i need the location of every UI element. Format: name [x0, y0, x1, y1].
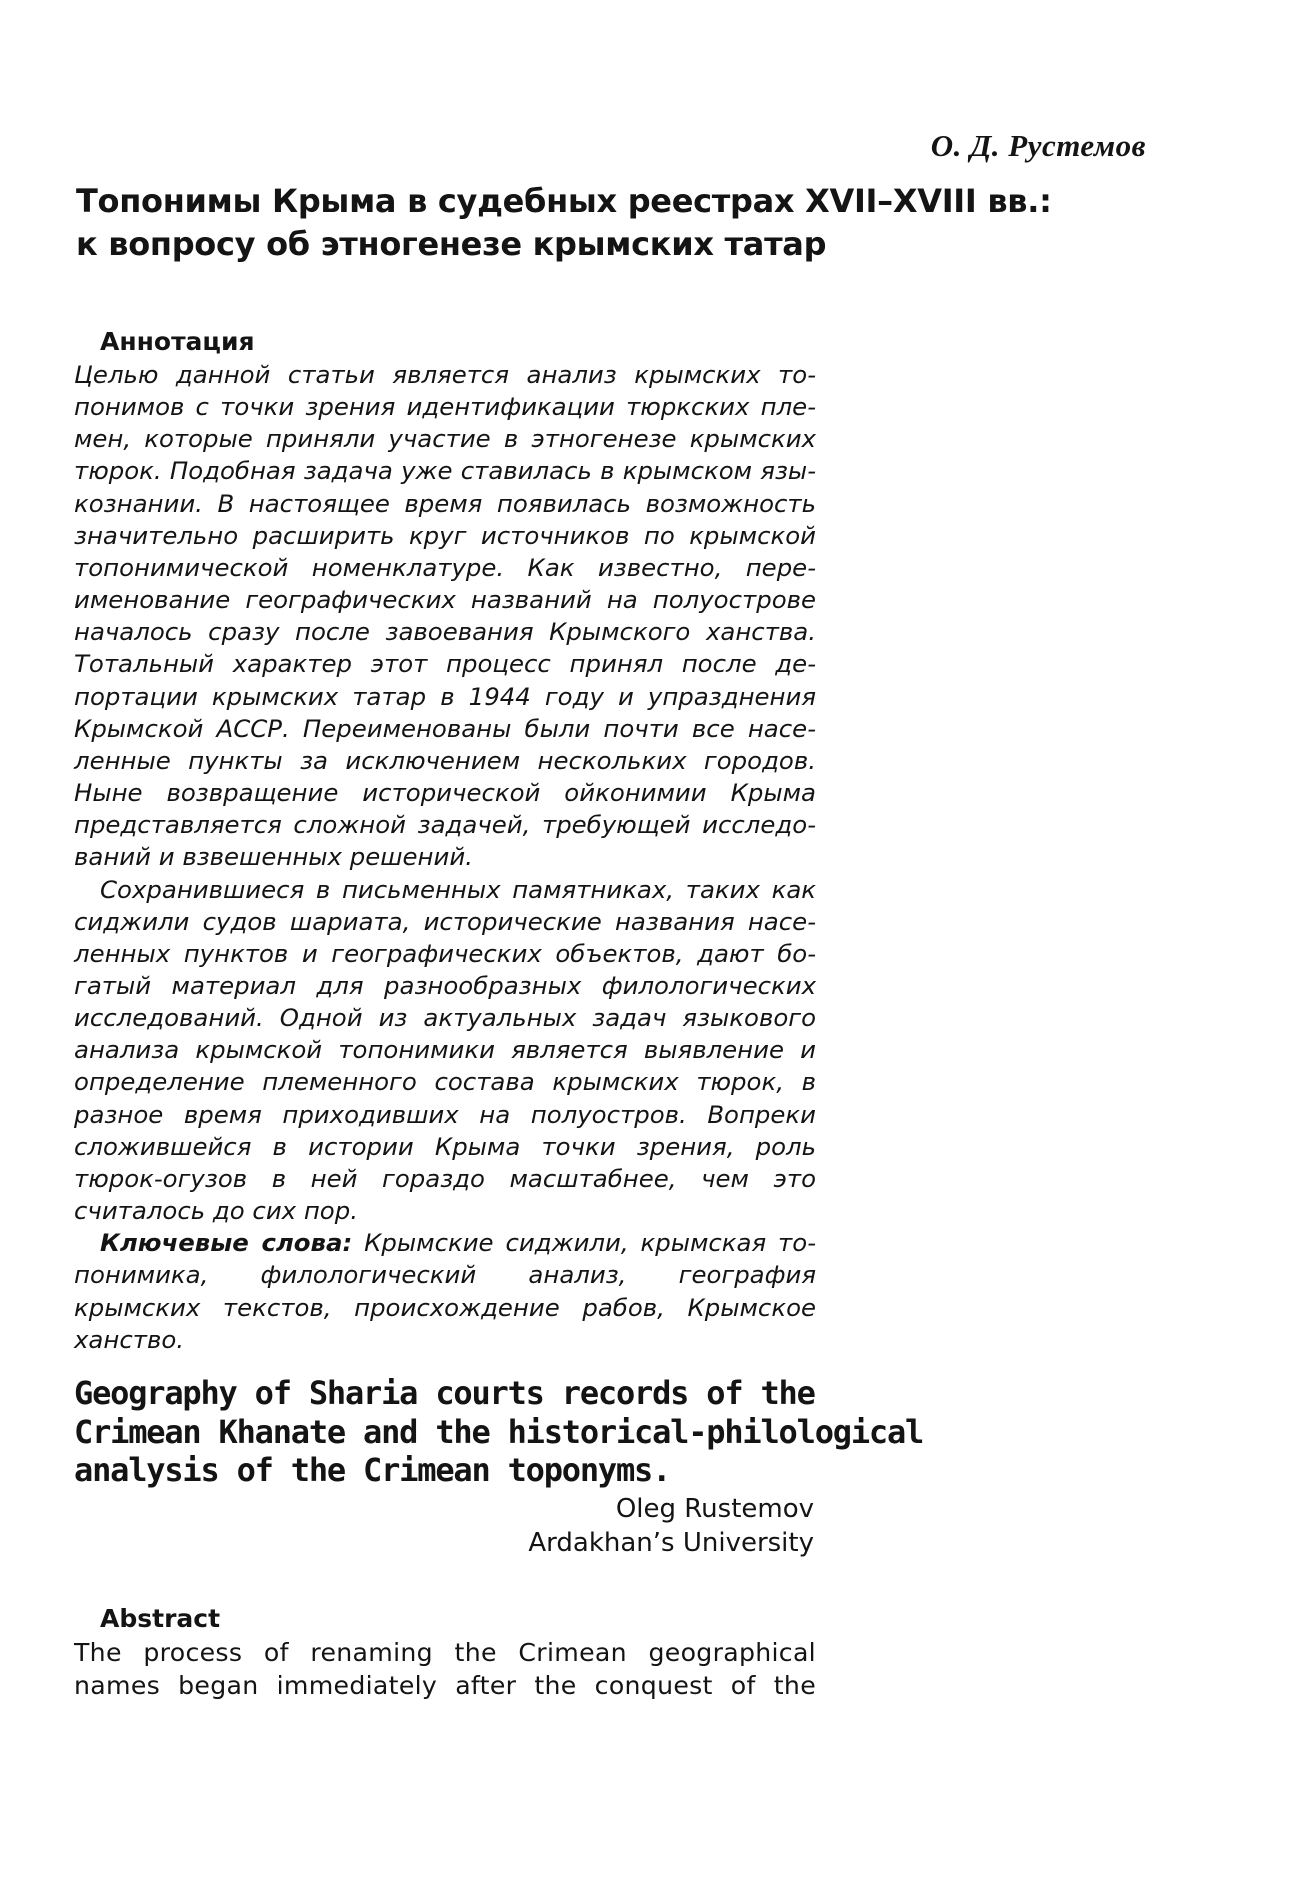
- author-name-en: Oleg Rustemov: [615, 1494, 814, 1524]
- title-en-line-1: Geography of Sharia courts records of the: [74, 1374, 815, 1412]
- title-en-line-2: Crimean Khanate and the historical-philological: [74, 1412, 924, 1451]
- abstract-en-section: [74, 1602, 816, 1702]
- author-name-ru: О. Д. Рустемов: [930, 128, 1146, 163]
- article-title-en: [74, 1374, 974, 1490]
- university-name: Ardakhan’s University: [528, 1528, 814, 1558]
- title-en-line-3: analysis of the Crimean toponyms.: [74, 1451, 671, 1489]
- keywords-ru-label: Ключевые слова:: [100, 1228, 353, 1258]
- abstract-ru-heading: Аннотация: [100, 327, 255, 356]
- abstract-en-line-1: The process of renaming the Crimean geographical: [74, 1638, 816, 1667]
- abstract-ru-section: [74, 325, 816, 1356]
- abstract-en-heading: Abstract: [100, 1604, 221, 1633]
- title-ru-line-2: к вопросу об этногенезе крымских татар: [76, 225, 827, 263]
- abstract-ru-paragraph-1: Целью данной статьи является анализ крымских топонимов с точки зрения идентификации тюркских племен, которые приняли участие в этногенезе крымских тюрок. Подобная задача уже ставилась в крымском языкознании. В настоящее время появилась возможность значительно расширить круг источников по крымской топонимической номенклатуре. Как известно, переименование географических названий на полуострове началось сразу после завоевания Крымского ханства. Тотальный характер этот процесс принял после депортации крымских татар в 1944 году и упразднения Крымской АССР. Переименованы были почти все населенные пункты за исключением нескольких городов. Ныне возвращение исторической ойконимии Крыма представляется сложной задачей, требующей исследований и взвешенных решений.: [74, 360, 816, 872]
- abstract-en-line-2: names began immediately after the conquest of the: [74, 1671, 816, 1700]
- title-ru-line-1: Топонимы Крыма в судебных реестрах XVII–XVIII вв.:: [76, 182, 1052, 220]
- article-title-ru: [76, 180, 1076, 266]
- abstract-ru-paragraph-2: Сохранившиеся в письменных памятниках, таких как сиджили судов шариата, исторические названия населенных пунктов и географических объектов, дают богатый материал для разнообразных филологических исследований. Одной из актуальных задач языкового анализа крымской топонимики является выявление и определение племенного состава крымских тюрок, в разное время приходивших на полуостров. Вопреки сложившейся в истории Крыма точки зрения, роль тюрок-огузов в ней гораздо масштабнее, чем это считалось до сих пор.: [74, 874, 816, 1226]
- author-affiliation-en: [74, 1492, 814, 1560]
- keywords-ru: [74, 1227, 816, 1356]
- keywords-ru-text: Крымские сиджили, крымская топонимика, филологический анализ, география крымских текстов, происхождение рабов, Крымское ханство.: [74, 1228, 816, 1354]
